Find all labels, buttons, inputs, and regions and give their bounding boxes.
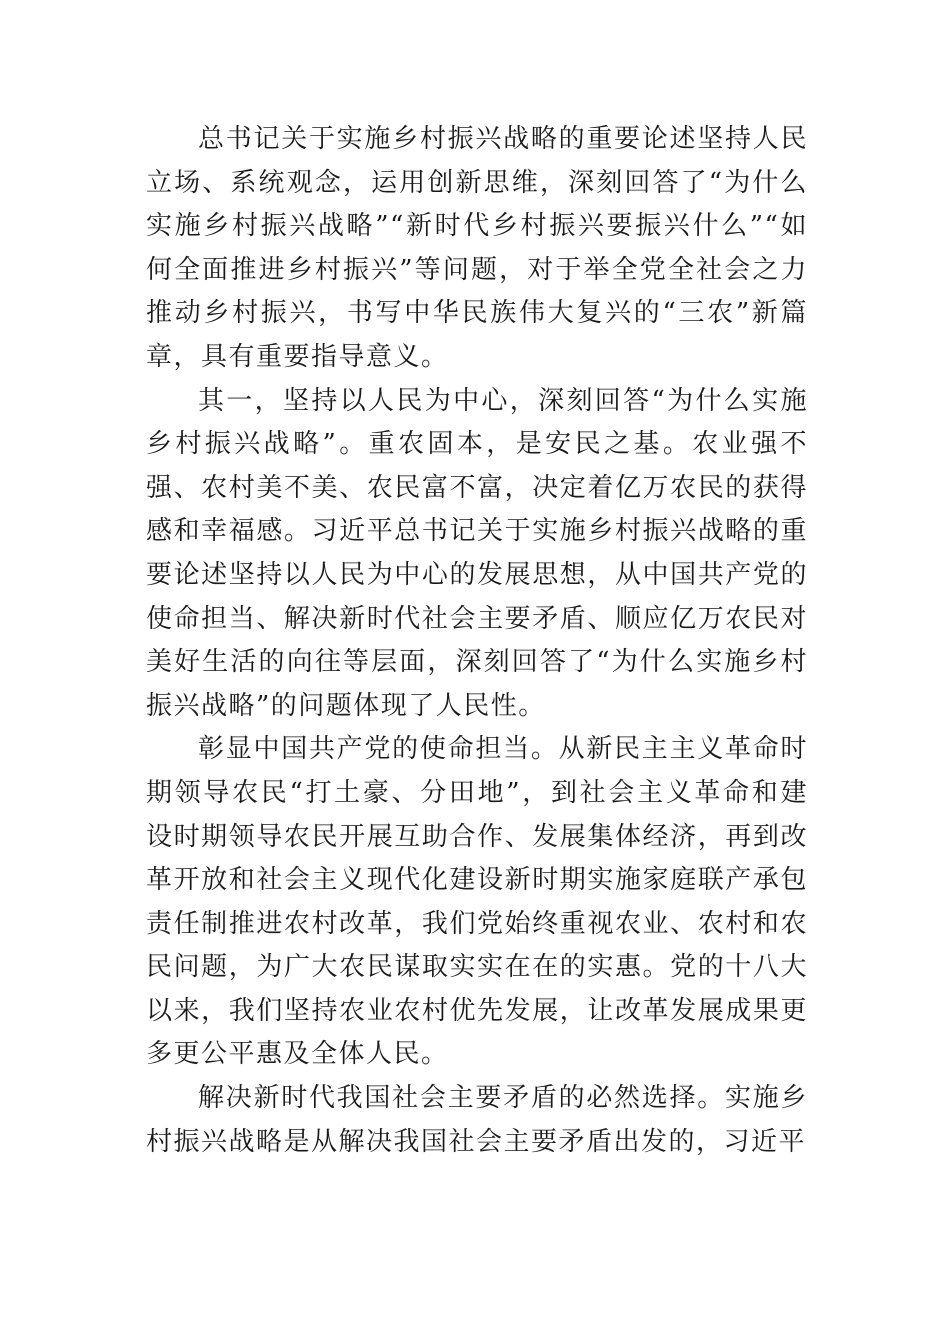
paragraph-main-contradiction: 解决新时代我国社会主要矛盾的必然选择。实施乡村振兴战略是从解决我国社会主要矛盾出发的，习近平 bbox=[146, 1083, 808, 1157]
paragraph-point-one: 其一，坚持以人民为中心，深刻回答“为什么实施乡村振兴战略”。重农固本，是安民之基。农业强不强、农村美不美、农民富不富，决定着亿万农民的获得感和幸福感。习近平总书记关于实施乡村振兴战略的重要论述坚持以人民为中心的发展思想，从中国共产党的使命担当、解决新时代社会主要矛盾、顺应亿万农民对美好生活的向往等层面，深刻回答了“为什么实施乡村振兴战略”的问题体现了人民性。 bbox=[146, 385, 808, 721]
paragraph-intro: 总书记关于实施乡村振兴战略的重要论述坚持人民立场、系统观念，运用创新思维，深刻回答了“为什么实施乡村振兴战略”“新时代乡村振兴要振兴什么”“如何全面推进乡村振兴”等问题，对于举全党全社会之力推动乡村振兴，书写中华民族伟大复兴的“三农”新篇章，具有重要指导意义。 bbox=[146, 124, 808, 372]
paragraph-party-mission: 彰显中国共产党的使命担当。从新民主主义革命时期领导农民“打土豪、分田地”，到社会主义革命和建设时期领导农民开展互助合作、发展集体经济，再到改革开放和社会主义现代化建设新时期实施家庭联产承包责任制推进农村改革，我们党始终重视农业、农村和农民问题，为广大农民谋取实实在在的实惠。党的十八大以来，我们坚持农业农村优先发展，让改革发展成果更多更公平惠及全体人民。 bbox=[146, 734, 808, 1070]
document-body bbox=[146, 118, 808, 1164]
